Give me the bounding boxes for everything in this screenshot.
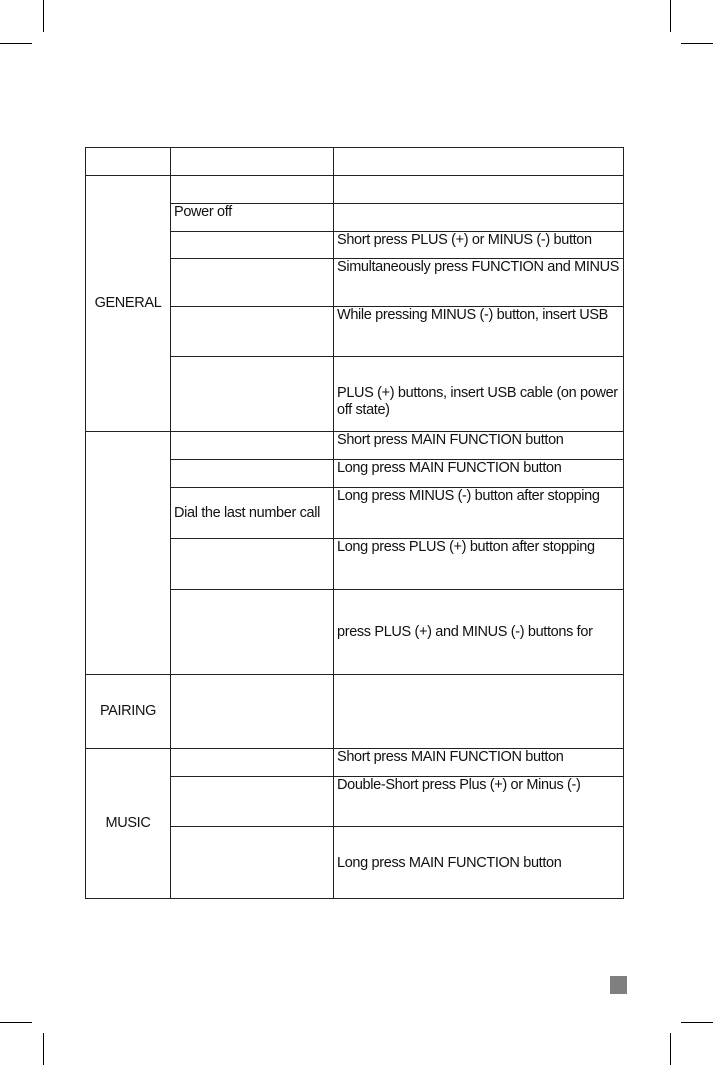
table-header-row [86, 148, 624, 176]
function-cell: Power off [171, 204, 334, 232]
operation-cell: Simultaneously press FUNCTION and MINUS [334, 259, 624, 307]
operation-cell: While pressing MINUS (-) button, insert USB [334, 307, 624, 357]
function-cell [171, 777, 334, 827]
category-call [86, 432, 171, 675]
function-cell [171, 232, 334, 259]
crop-mark-top-right-horizontal [681, 43, 713, 44]
category-general: GENERAL [86, 176, 171, 432]
category-pairing: PAIRING [86, 675, 171, 749]
crop-mark-top-left-vertical [43, 0, 44, 32]
operation-cell: press PLUS (+) and MINUS (-) buttons for [334, 590, 624, 675]
crop-mark-bottom-left-horizontal [0, 1022, 32, 1023]
function-cell [171, 259, 334, 307]
function-cell [171, 827, 334, 899]
header-cell-operation [334, 148, 624, 176]
operation-cell: PLUS (+) buttons, insert USB cable (on power off state) [334, 357, 624, 432]
function-cell [171, 749, 334, 777]
function-cell [171, 307, 334, 357]
crop-mark-top-right-vertical [670, 0, 671, 32]
operation-cell: Long press MINUS (-) button after stopping [334, 488, 624, 539]
function-cell [171, 357, 334, 432]
table-row [86, 749, 624, 777]
operation-cell [334, 204, 624, 232]
page-number-marker [610, 976, 627, 994]
header-cell-category [86, 148, 171, 176]
operation-cell: Short press MAIN FUNCTION button [334, 749, 624, 777]
crop-mark-bottom-left-vertical [43, 1033, 44, 1065]
function-cell [171, 590, 334, 675]
table-row [86, 432, 624, 460]
crop-mark-bottom-right-horizontal [681, 1022, 713, 1023]
operation-table [85, 147, 624, 899]
operation-cell [334, 176, 624, 204]
function-cell [171, 460, 334, 488]
operation-cell: Long press MAIN FUNCTION button [334, 460, 624, 488]
operation-cell [334, 675, 624, 749]
crop-mark-top-left-horizontal [0, 43, 32, 44]
crop-mark-bottom-right-vertical [670, 1033, 671, 1065]
function-cell [171, 176, 334, 204]
operation-cell: Short press PLUS (+) or MINUS (-) button [334, 232, 624, 259]
operation-cell: Long press MAIN FUNCTION button [334, 827, 624, 899]
table-row [86, 675, 624, 749]
function-cell [171, 432, 334, 460]
table-row [86, 176, 624, 204]
function-cell: Dial the last number call [171, 488, 334, 539]
category-music: MUSIC [86, 749, 171, 899]
operation-cell: Short press MAIN FUNCTION button [334, 432, 624, 460]
header-cell-function [171, 148, 334, 176]
operation-cell: Long press PLUS (+) button after stopping [334, 539, 624, 590]
operation-cell: Double-Short press Plus (+) or Minus (-) [334, 777, 624, 827]
function-cell [171, 539, 334, 590]
function-cell [171, 675, 334, 749]
